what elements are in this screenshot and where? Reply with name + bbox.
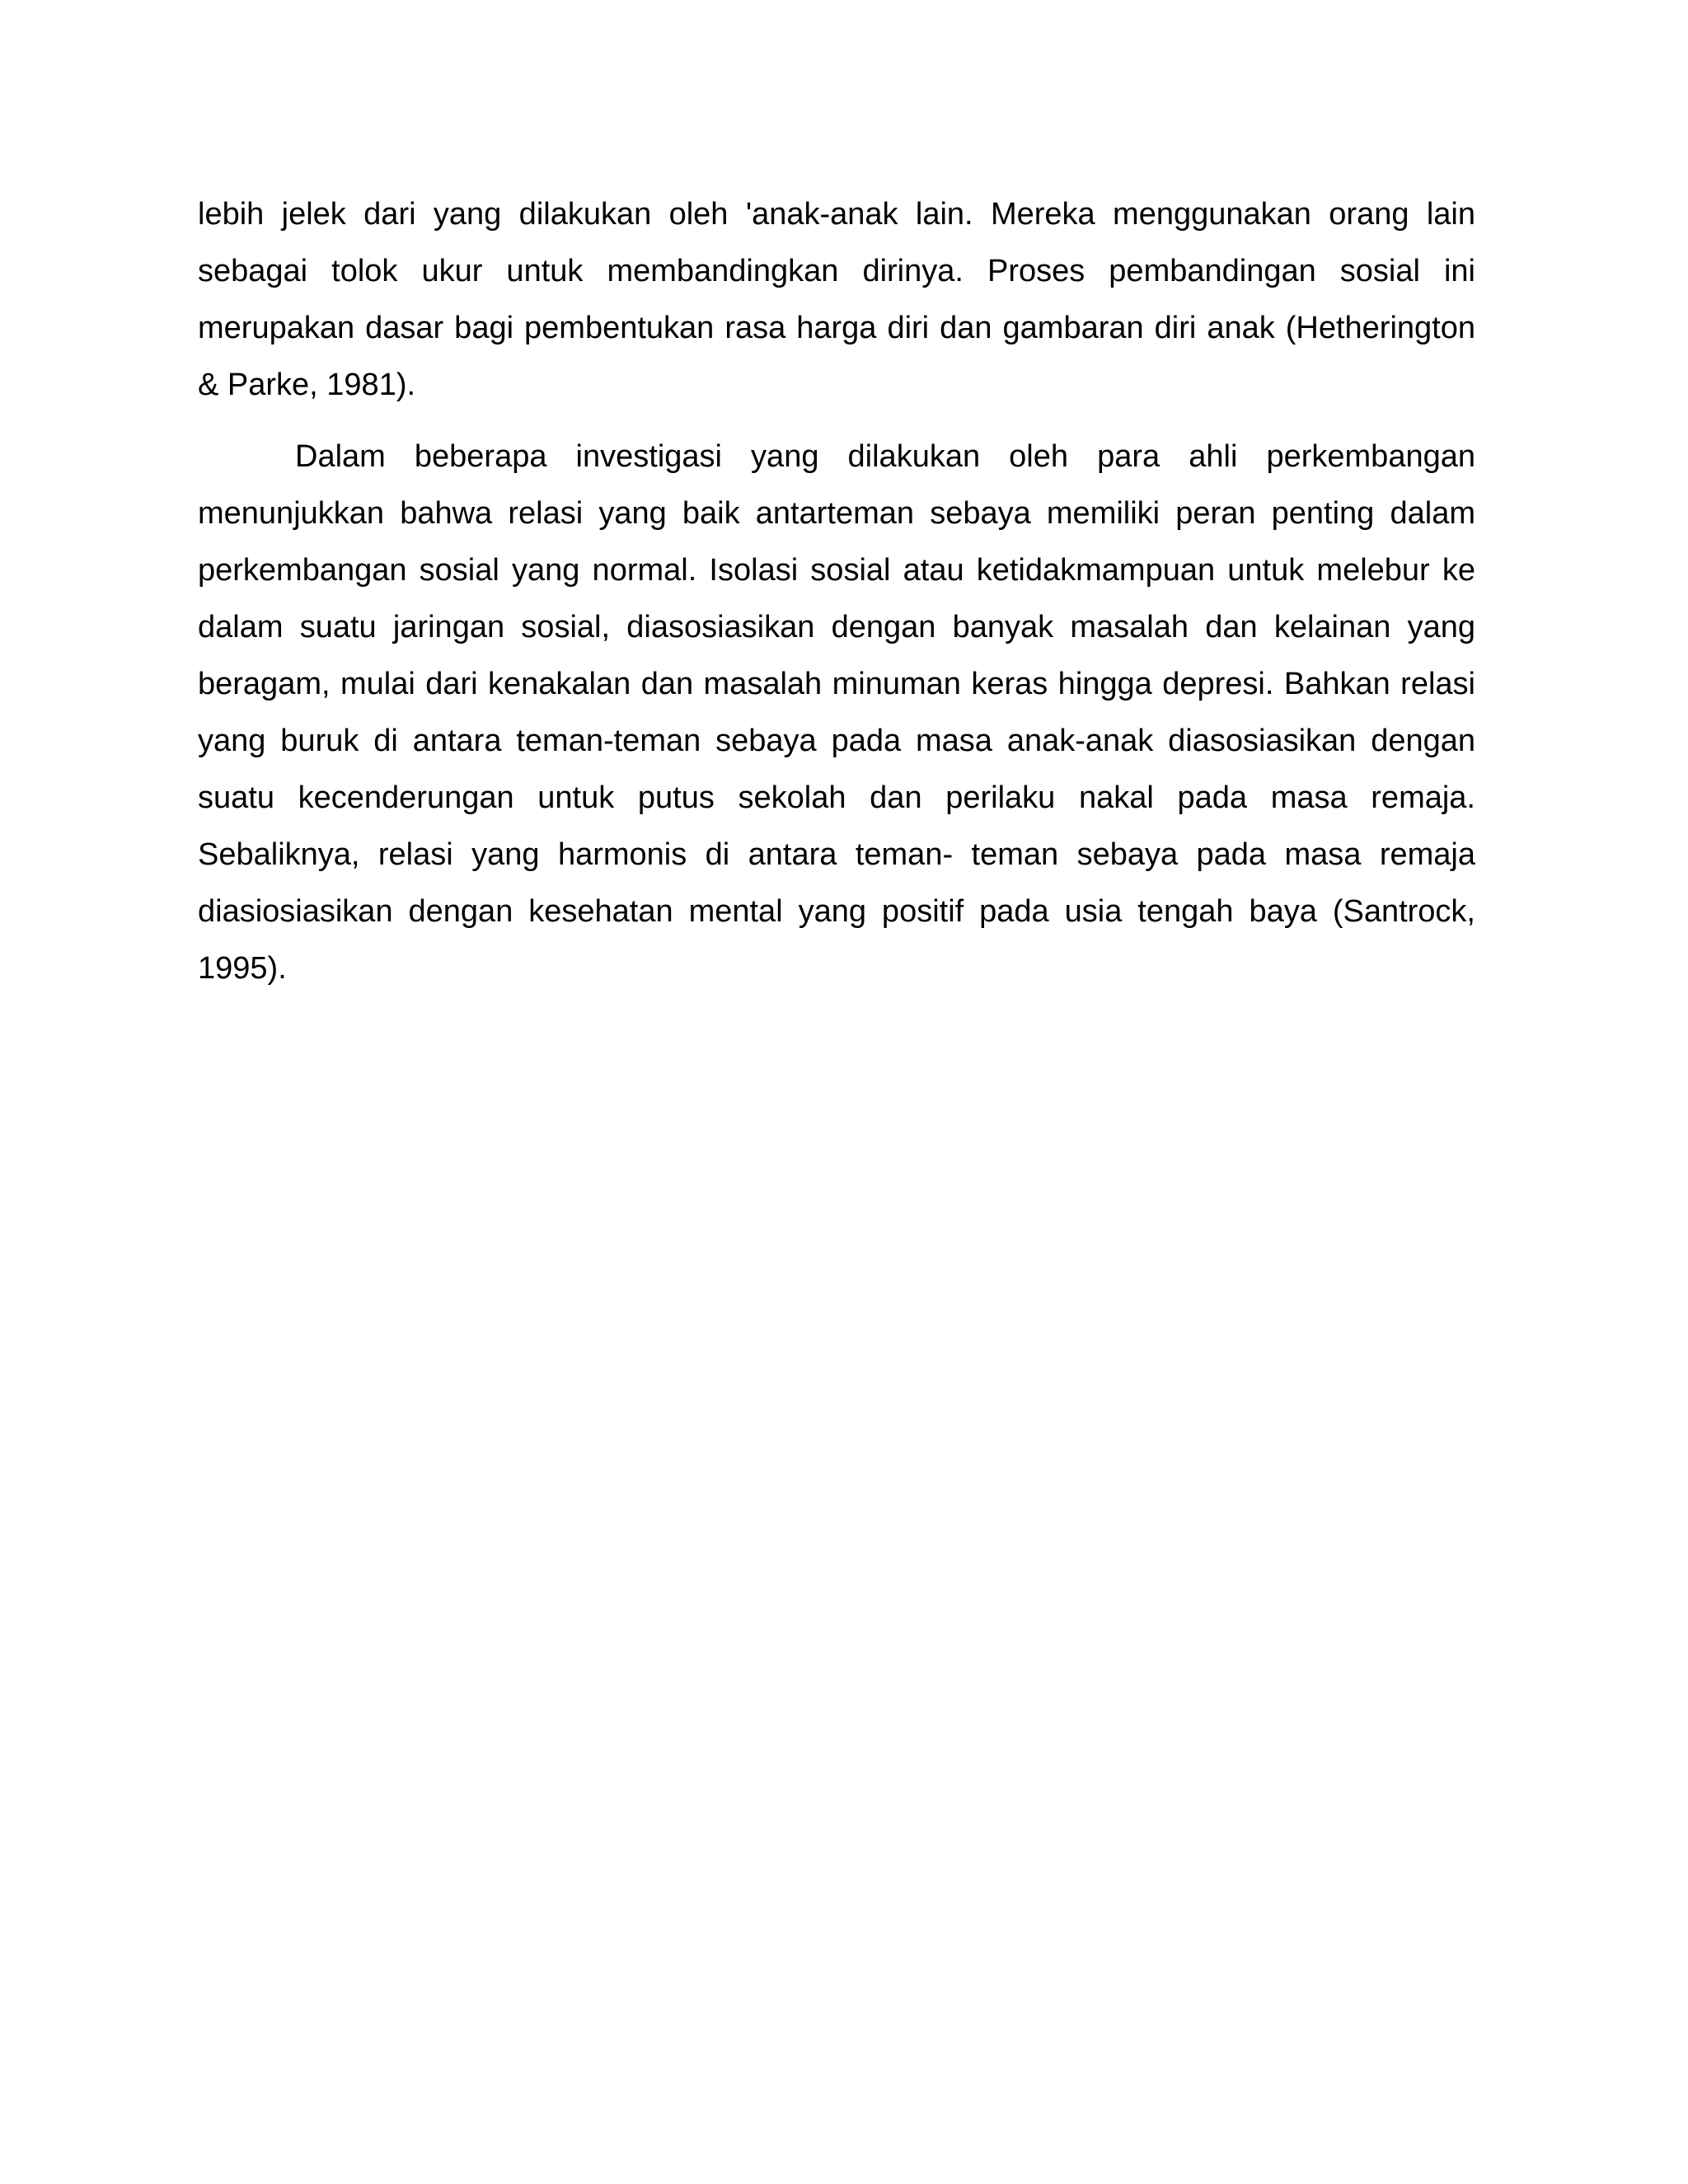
- body-text: [198, 186, 1475, 997]
- paragraph-investigation: Dalam beberapa investigasi yang dilakukan oleh para ahli perkembangan menunjukkan bahwa relasi yang baik antarteman sebaya memiliki peran penting dalam perkembangan sosial yang normal. Isolasi sosial atau ketidakmampuan untuk melebur ke dalam suatu jaringan sosial, diasosiasikan dengan banyak masalah dan kelainan yang beragam, mulai dari kenakalan dan masalah minuman keras hingga depresi. Bahkan relasi yang buruk di antara teman-teman sebaya pada masa anak-anak diasosiasikan dengan suatu kecenderungan untuk putus sekolah dan perilaku nakal pada masa remaja. Sebaliknya, relasi yang harmonis di antara teman- teman sebaya pada masa remaja diasiosiasikan dengan kesehatan mental yang positif pada usia tengah baya (Santrock, 1995).: [198, 439, 1475, 986]
- paragraph-continuation: lebih jelek dari yang dilakukan oleh 'anak-anak lain. Mereka menggunakan orang lain sebagai tolok ukur untuk membandingkan dirinya. Proses pembandingan sosial ini merupakan dasar bagi pembentukan rasa harga diri dan gambaran diri anak (Hetherington & Parke, 1981).: [198, 197, 1475, 402]
